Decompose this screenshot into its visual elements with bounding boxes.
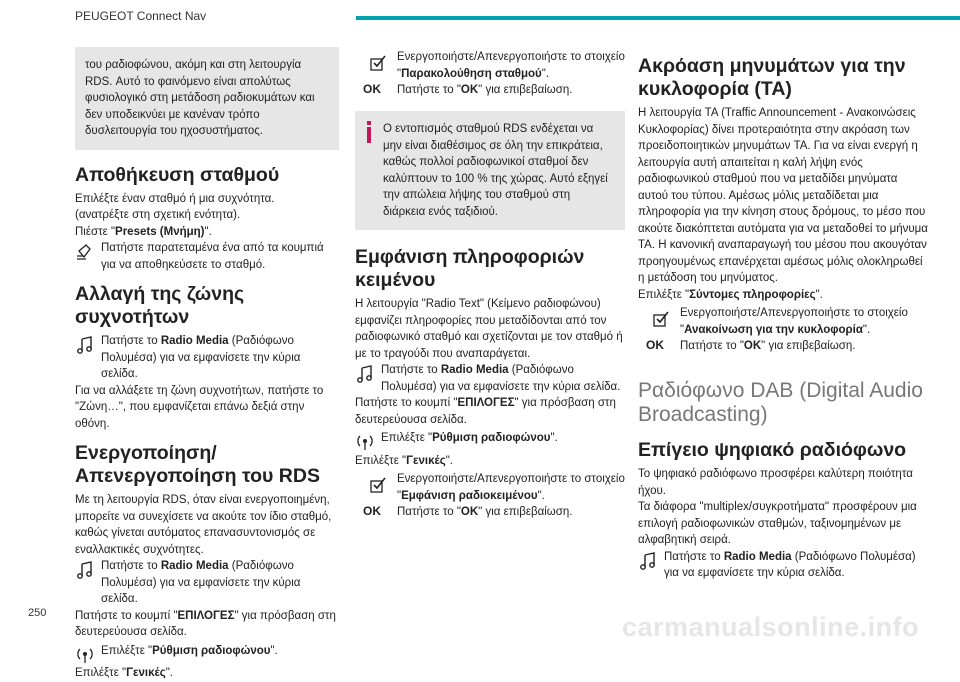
paragraph: Επιλέξτε "Σύντομες πληροφορίες". <box>638 288 823 301</box>
step-radio-media: Πατήστε το Radio Media (Ραδιόφωνο Πολυμέσα) για να εμφανίσετε την κύρια σελίδα. <box>75 558 339 608</box>
paragraph: Για να αλλάξετε τη ζώνη συχνοτήτων, πατήστε το "Ζώνη…", που εμφανίζεται επάνω δεξιά στην οθόνη. <box>75 384 324 430</box>
continued-box: του ραδιοφώνου, ακόμη και στη λειτουργία RDS. Αυτό το φαινόμενο είναι απολύτως φυσιολογικό στη μετάδοση ραδιοκυμάτων και δεν υποδεικνύει με κανέναν τρόπο δυσλειτουργία του ηχοσυστήματος. <box>75 47 339 150</box>
music-note-icon <box>638 551 658 571</box>
ok-label: OK <box>363 504 381 518</box>
step-radio-media: Πατήστε το Radio Media (Ραδιόφωνο Πολυμέσα) για να εμφανίσετε την κύρια σελίδα. <box>75 333 339 383</box>
column-1 <box>75 47 339 682</box>
ok-label: OK <box>646 338 664 352</box>
paragraph: Επιλέξτε "Γενικές". <box>355 454 453 467</box>
paragraph: Τα διάφορα "multiplex/συγκροτήματα" προσφέρουν μια επιλογή ραδιοφωνικών σταθμών, ταξινομημένων με αλφαβητική σειρά. <box>638 501 917 546</box>
long-press-icon <box>75 242 95 262</box>
ok-label: OK <box>363 82 381 96</box>
paragraph: Η λειτουργία "Radio Text" (Κείμενο ραδιοφώνου) εμφανίζει πληροφορίες που μεταδίδονται από τον ραδιοφωνικό σταθμό και σχετίζονται με τον σταθμό ή με το τραγούδι που αναπαράγεται. <box>355 298 623 360</box>
info-icon <box>363 121 375 143</box>
paragraph: Με τη λειτουργία RDS, όταν είναι ενεργοποιημένη, μπορείτε να συνεχίσετε να ακούτε τον ίδιο σταθμό, καθώς γίνεται αυτόματος επανασυντονισμός σε εναλλακτικές συχνότητες. <box>75 494 332 556</box>
heading-rds: Ενεργοποίηση/ Απενεργοποίηση του RDS <box>75 442 320 487</box>
step-toggle-ok: OK Ενεργοποιήστε/Απενεργοποιήστε το στοιχείο "Παρακολούθηση σταθμού". Πατήστε το "OK" για επιβεβαίωση. <box>363 51 625 96</box>
heading-terrestrial-digital: Επίγειο ψηφιακό ραδιόφωνο <box>638 439 907 461</box>
step-radio-settings: Επιλέξτε "Ρύθμιση ραδιοφώνου". <box>355 430 625 447</box>
info-note: Ο εντοπισμός σταθμού RDS ενδέχεται να μην είναι διαθέσιμος σε όλη την επικράτεια, καθώς πολλοί ραδιοφωνικοί σταθμοί δεν καλύπτουν το 100 % της χώρας. Αυτό εξηγεί την απώλεια λήψης του σταθμού στη διάρκεια ενός ταξιδιού. <box>355 111 625 230</box>
paragraph: (ανατρέξτε στη σχετική ενότητα). <box>75 209 241 221</box>
checkbox-icon <box>652 309 672 329</box>
column-2 <box>355 47 625 525</box>
checkbox-icon <box>369 53 389 73</box>
music-note-icon <box>355 364 375 384</box>
heading-store-station: Αποθήκευση σταθμού <box>75 163 280 186</box>
music-note-icon <box>75 560 95 580</box>
paragraph: Επιλέξτε έναν σταθμό ή μια συχνότητα. <box>75 192 275 205</box>
heading-change-band: Αλλαγή της ζώνης συχνοτήτων <box>75 283 245 328</box>
radio-settings-icon <box>75 645 95 665</box>
heading-dab: Ραδιόφωνο DAB (Digital Audio Broadcasting) <box>638 379 923 426</box>
step-radio-media: Πατήστε το Radio Media (Ραδιόφωνο Πολυμέσα) για να εμφανίσετε την κύρια σελίδα. <box>355 362 625 395</box>
music-note-icon <box>75 335 95 355</box>
paragraph: Η λειτουργία TA (Traffic Announcement - Ανακοινώσεις Κυκλοφορίας) δίνει προτεραιότητα στην ακρόαση των προειδοποιητικών μηνυμάτων TA. Για να είναι ενεργή η λειτουργία αυτή απαιτείται η καλή λήψη ενός ραδιοφωνικού σταθμού που να μεταδίδει μηνύματα αυτού του τύπου. Αμέσως μόλις μεταδίδεται μια πληροφορία για την κίνηση στους δρόμους, το μέσο που ακούτε διακόπτεται αυτόματα για να μεταδοθεί το μήνυμα TA. Η κανονική αναπαραγωγή του μέσου που ακουγόταν προηγουμένως επανέρχεται αμέσως μόλις ολοκληρωθεί η μετάδοση του μηνύματος. <box>638 107 928 284</box>
paragraph: Το ψηφιακό ραδιόφωνο προσφέρει καλύτερη ποιότητα ήχου. <box>638 468 913 497</box>
heading-display-text: Εμφάνιση πληροφοριών κειμένου <box>355 246 585 291</box>
paragraph: Πιέστε "Presets (Μνήμη)". <box>75 225 212 238</box>
page-number: 250 <box>28 607 47 619</box>
paragraph: Πατήστε το κουμπί "ΕΠΙΛΟΓΕΣ" για πρόσβαση στη δευτερεύουσα σελίδα. <box>75 609 336 638</box>
paragraph: Πατήστε το κουμπί "ΕΠΙΛΟΓΕΣ" για πρόσβαση στη δευτερεύουσα σελίδα. <box>355 397 616 426</box>
header-accent-bar <box>356 16 960 20</box>
step-radio-settings: Επιλέξτε "Ρύθμιση ραδιοφώνου". <box>75 643 339 660</box>
column-3 <box>638 47 928 582</box>
document-header: PEUGEOT Connect Nav <box>75 9 207 23</box>
heading-traffic-announcement: Ακρόαση μηνυμάτων για την κυκλοφορία (TA) <box>638 55 906 100</box>
paragraph: Επιλέξτε "Γενικές". <box>75 667 173 679</box>
step-toggle-ok: OK Ενεργοποιήστε/Απενεργοποιήστε το στοιχείο "Ανακοίνωση για την κυκλοφορία". Πατήστε το "OK" για επιβεβαίωση. <box>646 307 908 352</box>
step-long-press: Πατήστε παρατεταμένα ένα από τα κουμπιά για να αποθηκεύσετε το σταθμό. <box>75 240 339 273</box>
step-radio-media: Πατήστε το Radio Media (Ραδιόφωνο Πολυμέσα) για να εμφανίσετε την κύρια σελίδα. <box>638 549 928 582</box>
step-toggle-ok: OK Ενεργοποιήστε/Απενεργοποιήστε το στοιχείο "Εμφάνιση ραδιοκειμένου". Πατήστε το "OK" για επιβεβαίωση. <box>363 473 625 518</box>
checkbox-icon <box>369 475 389 495</box>
radio-settings-icon <box>355 432 375 452</box>
watermark: carmanualsonline.info <box>622 612 920 642</box>
